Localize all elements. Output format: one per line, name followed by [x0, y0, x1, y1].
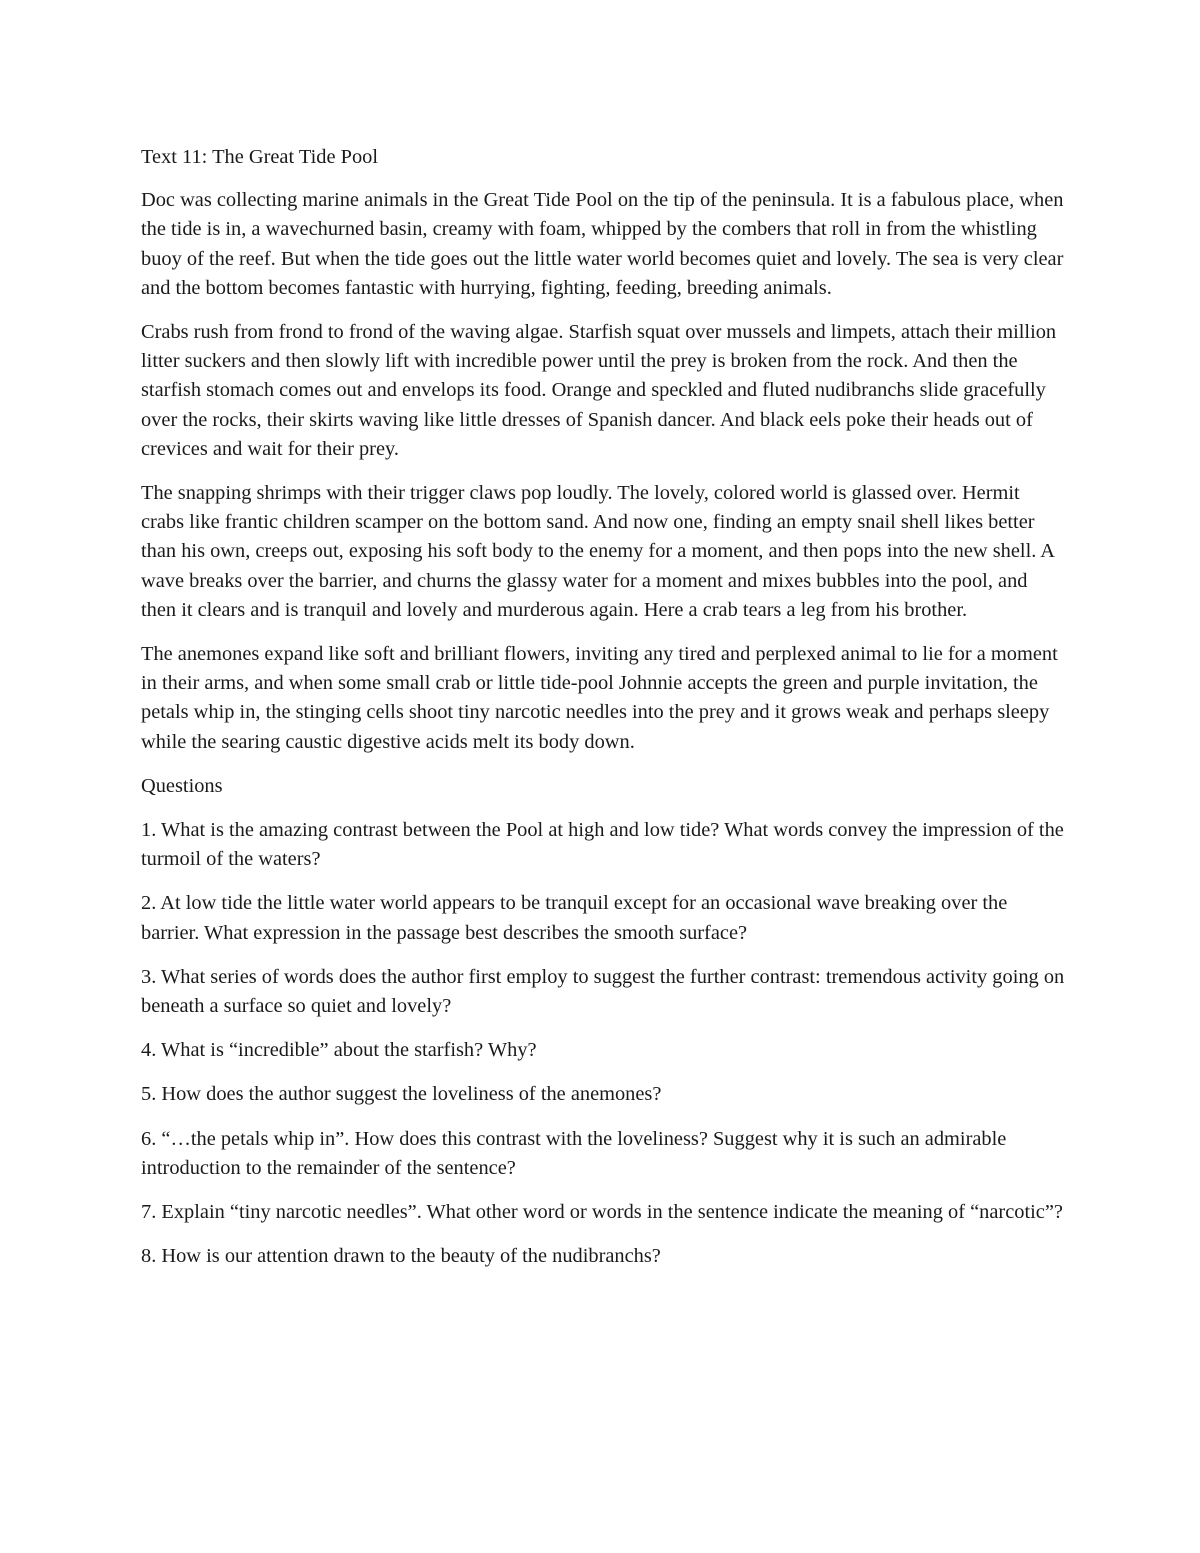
paragraph-4: The anemones expand like soft and brilliant flowers, inviting any tired and perplexed animal to lie for a moment in their arms, and when some small crab or little tide-pool Johnnie accepts the green and purple invitation, the petals whip in, the stinging cells shoot tiny narcotic needles into the prey and it grows weak and perhaps sleepy while the searing caustic digestive acids melt its body down.: [141, 643, 1058, 753]
document-body: [141, 143, 1066, 1287]
question-2: 2. At low tide the little water world appears to be tranquil except for an occasional wave breaking over the barrier. What expression in the passage best describes the smooth surface?: [141, 892, 1008, 944]
paragraph-1: Doc was collecting marine animals in the Great Tide Pool on the tip of the peninsula. It is a fabulous place, when the tide is in, a wavechurned basin, creamy with foam, whipped by the combers that roll in from the whistling buoy of the reef. But when the tide goes out the little water world becomes quiet and lovely. The sea is very clear and the bottom becomes fantastic with hurrying, fighting, feeding, breeding animals.: [141, 189, 1064, 299]
question-1: 1. What is the amazing contrast between the Pool at high and low tide? What words convey the impression of the turmoil of the waters?: [141, 819, 1064, 871]
question-5: 5. How does the author suggest the loveliness of the anemones?: [141, 1083, 662, 1106]
question-6: 6. “…the petals whip in”. How does this contrast with the loveliness? Suggest why it is such an admirable introduction to the remainder of the sentence?: [141, 1127, 1007, 1179]
question-4: 4. What is “incredible” about the starfish? Why?: [141, 1039, 537, 1062]
question-8: 8. How is our attention drawn to the beauty of the nudibranchs?: [141, 1245, 661, 1268]
paragraph-2: Crabs rush from frond to frond of the waving algae. Starfish squat over mussels and limpets, attach their million litter suckers and then slowly lift with incredible power until the prey is broken from the rock. And then the starfish stomach comes out and envelops its food. Orange and speckled and fluted nudibranchs slide gracefully over the rocks, their skirts waving like little dresses of Spanish dancer. And black eels poke their heads out of crevices and wait for their prey.: [141, 321, 1057, 460]
questions-heading: Questions: [141, 774, 223, 797]
paragraph-3: The snapping shrimps with their trigger claws pop loudly. The lovely, colored world is glassed over. Hermit crabs like frantic children scamper on the bottom sand. And now one, finding an empty snail shell likes better than his own, creeps out, exposing his soft body to the enemy for a moment, and then pops into the new shell. A wave breaks over the barrier, and churns the glassy water for a moment and mixes bubbles into the pool, and then it clears and is tranquil and lovely and murderous again. Here a crab tears a leg from his brother.: [141, 482, 1054, 621]
question-3: 3. What series of words does the author first employ to suggest the further contrast: tremendous activity going on beneath a surface so quiet and lovely?: [141, 965, 1065, 1018]
document-title: Text 11: The Great Tide Pool: [141, 146, 379, 168]
question-7: 7. Explain “tiny narcotic needles”. What other word or words in the sentence indicate the meaning of “narcotic”?: [141, 1201, 1063, 1224]
